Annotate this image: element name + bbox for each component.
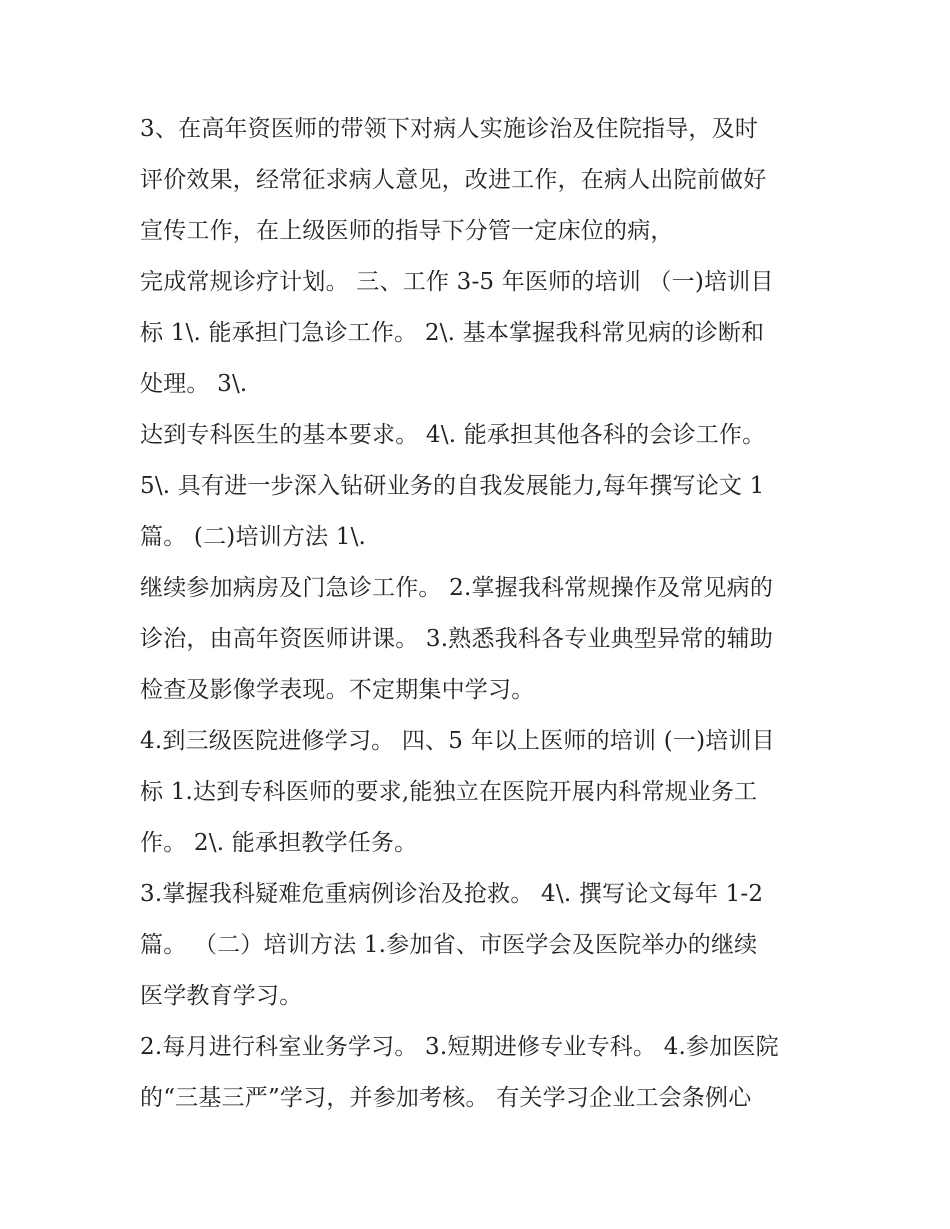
text-line: 继续参加病房及门急诊工作。 2.掌握我科常规操作及常见病的 [140,575,774,601]
text-line: 的“三基三严”学习，并参加考核。 有关学习企业工会条例心 [140,1085,752,1111]
text-line: 评价效果，经常征求病人意见，改进工作，在病人出院前做好 [140,167,767,193]
text-line: 标 1.达到专科医师的要求,能独立在医院开展内科常规业务工 [140,779,758,805]
text-line: 5\. 具有进一步深入钻研业务的自我发展能力,每年撰写论文 1 [140,473,765,499]
text-line: 4.到三级医院进修学习。 四、5 年以上医师的培训 (一)培训目 [140,728,775,754]
text-line: 医学教育学习。 [140,983,303,1009]
text-line: 3、在高年资医师的带领下对病人实施诊治及住院指导，及时 [140,116,759,142]
text-line: 诊治，由高年资医师讲课。 3.熟悉我科各专业典型异常的辅助 [140,626,774,652]
text-line: 达到专科医生的基本要求。 4\. 能承担其他各科的会诊工作。 [140,422,766,448]
text-line: 宣传工作，在上级医师的指导下分管一定床位的病， [140,218,674,244]
text-line: 2.每月进行科室业务学习。 3.短期进修专业专科。 4.参加医院 [140,1034,779,1060]
text-line: 处理。 3\. [140,371,248,397]
text-line: 完成常规诊疗计划。 三、工作 3-5 年医师的培训 （一)培训目 [140,269,774,295]
text-line: 作。 2\. 能承担教学任务。 [140,830,418,856]
text-line: 3.掌握我科疑难危重病例诊治及抢救。 4\. 撰写论文每年 1-2 [140,881,764,907]
text-line: 篇。 （二）培训方法 1.参加省、市医学会及医院举办的继续 [140,932,758,958]
text-line: 检查及影像学表现。不定期集中学习。 [140,677,535,703]
text-line: 标 1\. 能承担门急诊工作。 2\. 基本掌握我科常见病的诊断和 [140,320,765,346]
text-line: 篇。 (二)培训方法 1\. [140,524,367,550]
body-text [140,104,820,1124]
